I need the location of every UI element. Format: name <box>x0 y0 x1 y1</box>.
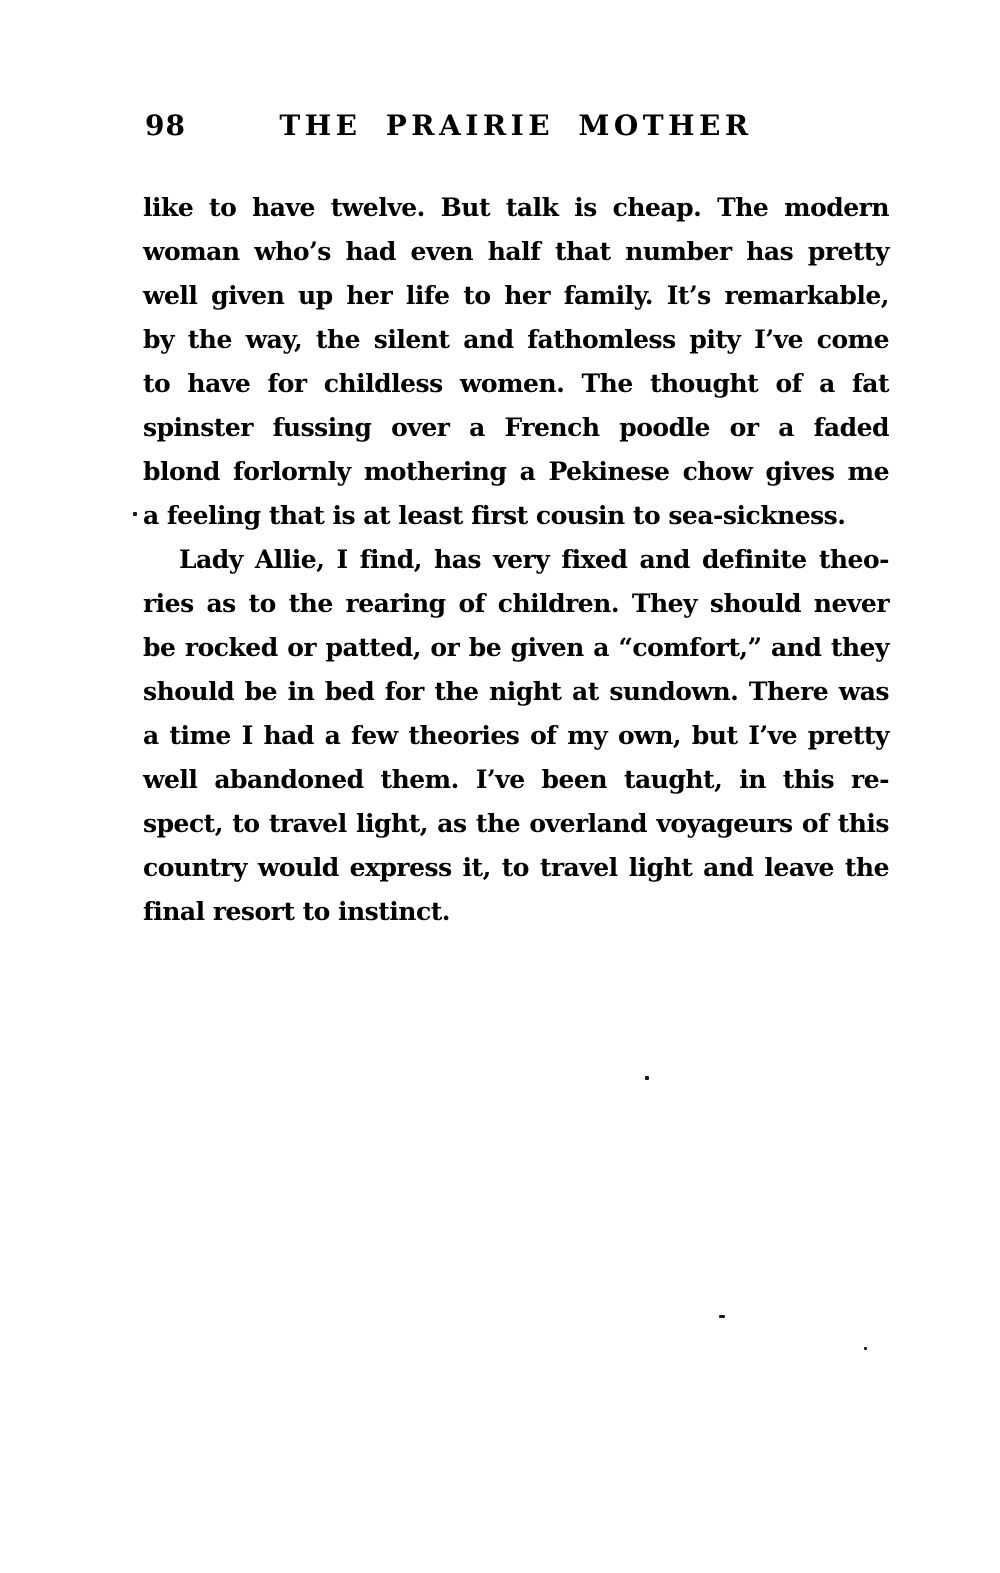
text-line: ries as to the rearing of children. They should never <box>143 589 889 618</box>
text-line: like to have twelve. But talk is cheap. The modern <box>143 193 889 222</box>
scan-speck <box>864 1347 867 1350</box>
scan-speck <box>719 1315 725 1318</box>
text-line: woman who’s had even half that number has pretty <box>143 237 889 266</box>
scan-speck <box>645 1076 649 1080</box>
paragraph <box>143 538 889 934</box>
scan-speck <box>133 512 137 516</box>
text-line: be rocked or patted, or be given a “comfort,” and they <box>143 633 889 662</box>
page-body <box>143 186 889 934</box>
text-line: a time I had a few theories of my own, but I’ve pretty <box>143 721 889 750</box>
text-line: well abandoned them. I’ve been taught, in this re- <box>143 765 889 794</box>
text-line: Lady Allie, I find, has very fixed and definite theo- <box>179 545 889 574</box>
page-number: 98 <box>145 109 186 142</box>
running-title: THE PRAIRIE MOTHER <box>279 109 753 142</box>
page-header <box>143 106 889 146</box>
text-line: spinster fussing over a French poodle or a faded <box>143 413 889 442</box>
text-line: spect, to travel light, as the overland voyageurs of this <box>143 809 889 838</box>
text-line: blond forlornly mothering a Pekinese chow gives me <box>143 457 889 486</box>
text-line: well given up her life to her family. It’s remarkable, <box>143 281 889 310</box>
text-line: a feeling that is at least first cousin to sea-sickness. <box>143 501 846 530</box>
text-line: by the way, the silent and fathomless pity I’ve come <box>143 325 889 354</box>
text-line: to have for childless women. The thought of a fat <box>143 369 889 398</box>
text-line: country would express it, to travel light and leave the <box>143 853 889 882</box>
text-line: should be in bed for the night at sundown. There was <box>143 677 889 706</box>
text-line: final resort to instinct. <box>143 897 450 926</box>
paragraph <box>143 186 889 538</box>
